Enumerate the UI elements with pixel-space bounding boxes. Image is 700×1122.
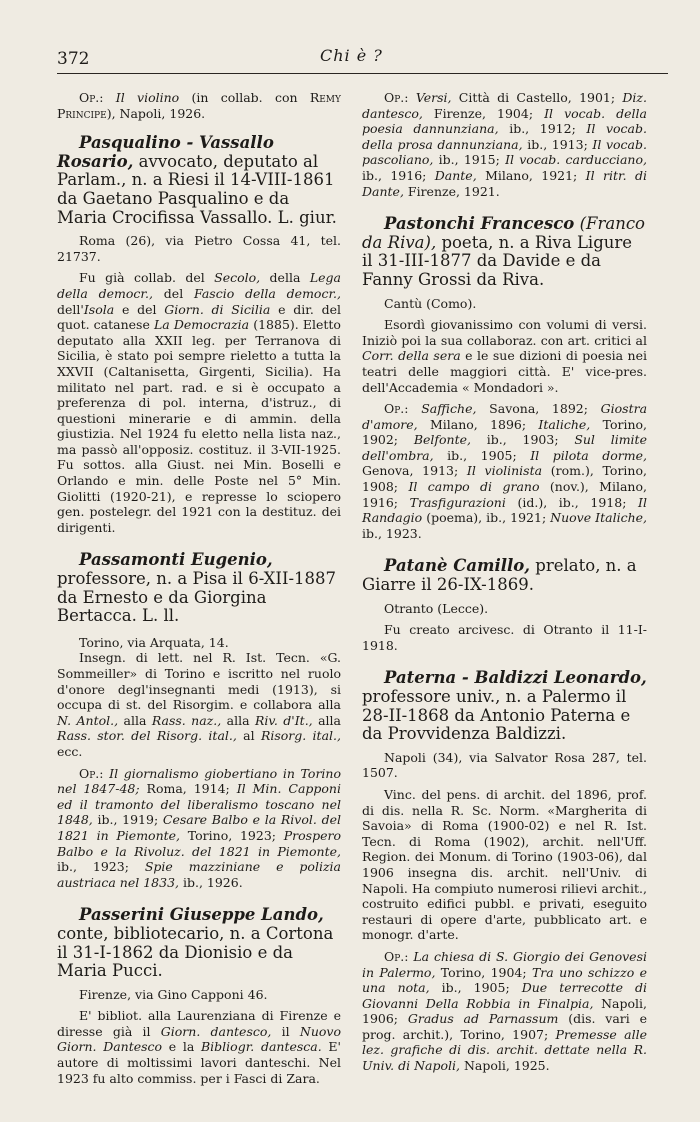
entry-works: Op.: Il giornalismo giobertiano in Torino nel 1847-48; Roma, 1914; Il Min. Capponi ed il tramonto del liberalismo toscano nel 1848, ib., 1919; Cesare Balbo e la Rivol. del 1821 in Piemonte, Torino, 1923; Prospero Balbo e la Rivoluz. del 1821 in Piemonte, ib., 1923; Spie mazziniane e polizia austriaca nel 1833, ib., 1926.	[57, 765, 341, 890]
op-list: Op.: Il violino (in collab. con Remy Principe), Napoli, 1926.	[57, 90, 341, 121]
entry-works: Op.: Saffiche, Savona, 1892; Giostra d'amore, Milano, 1896; Italiche, Torino, 1902; Belfonte, ib., 1903; Sul limite dell'ombra, ib., 1905; Il pilota dorme, Genova, 1913; Il violinista (rom.), Torino, 1908; Il campo di grano (nov.), Milano, 1916; Trasfigurazioni (id.), ib., 1918; Il Randagio (poema), ib., 1921; Nuove Italiche, ib., 1923.	[362, 401, 648, 541]
entry-pasqualino	[57, 134, 341, 535]
left-column	[57, 90, 341, 1086]
entry-bio: E' bibliot. alla Laurenziana di Firenze e diresse già il Giorn. dantesco, il Nuovo Giorn. Dantesco e la Bibliogr. dantesca. E' autore di moltissimi lavori danteschi. Nel 1923 fu alto commiss. per i Fasci di Zara.	[57, 1008, 341, 1086]
entry-pastonchi	[362, 215, 647, 541]
entry-intro: professore, n. a Pisa il 6-XII-1887 da Ernesto e da Giorgina Bertacca. L. ll.	[57, 569, 337, 626]
entry-passamonti	[57, 551, 341, 890]
right-column	[362, 90, 647, 1074]
page-header	[0, 0, 700, 80]
page-number: 372	[57, 49, 90, 69]
entry-heading	[362, 557, 647, 594]
entry-intro: conte, bibliotecario, n. a Cortona il 31-I-1862 da Dionisio e da Maria Pucci.	[57, 923, 334, 981]
entry-works: Op.: La chiesa di S. Giorgio dei Genovesi in Palermo, Torino, 1904; Tra uno schizzo e una nota, ib., 1905; Due terrecotte di Giovanni Della Robbia in Finalpia, Napoli, 1906; Gradus ad Parnassum (dis. vari e prog. archit.), Torino, 1907; Premesse alle lez. grafiche di dis. archit. dettate nella R. Univ. di Napoli, Napoli, 1925.	[362, 948, 648, 1074]
entry-alias: (Franco da Riva),	[362, 214, 645, 252]
entry-name: Paterna - Baldizzi Leonardo,	[384, 668, 647, 688]
entry-heading	[362, 669, 647, 743]
entry-intro: avvocato, deputato al Parlam., n. a Riesi il 14-VIII-1861 da Gaetano Pasqualino e da Maria Crocifissa Vassallo. L. giur.	[57, 151, 337, 227]
entry-name: Passerini Giuseppe Lando,	[79, 905, 324, 925]
running-title: Chi è ?	[320, 46, 383, 65]
entry-name: Passamonti Eugenio,	[79, 550, 273, 570]
entry-address: Roma (26), via Pietro Cossa 41, tel. 21737.	[57, 233, 341, 264]
entry-bio: Esordì giovanissimo con volumi di versi. Iniziò poi la sua collaboraz. con art. critici al Corr. della sera e le sue dizioni di poesia nei teatri delle maggiori città. E' vice-pres. dell'Accademia « Mondadori ».	[362, 317, 647, 395]
entry-passerini	[57, 906, 341, 1086]
entry-bio: Fu già collab. del Secolo, della Lega della democr., del Fascio della democr., dell'Isola e del Giorn. di Sicilia e dir. del quot. catanese La Democrazia (1885). Eletto deputato alla XXII leg. per Terranova di Sicilia, è stato poi sempre rieletto a tutta la XXVII (Caltanisetta, Girgenti, Sicilia). Ha militato nel part. rad. e si è occupato a preferenza di pol. interna, d'istruz., di questioni minerarie e di ammin. della giustizia. Nel 1924 fu eletto nella lista naz., ma passò all'opposiz. costituz. il 3-VII-1925. Fu sottos. alla Giust. nei Min. Boselli e Orlando e min. delle Poste nel 5° Min. Giolitti (1920-21), e represse lo sciopero gen. postelegr. del 1921 con la destituz. dei dirigenti.	[57, 270, 342, 535]
entry-address: Firenze, via Gino Capponi 46.	[79, 986, 268, 1002]
entry-address: Otranto (Lecce).	[384, 600, 489, 616]
entry-heading	[57, 134, 341, 227]
entry-heading	[362, 215, 647, 289]
entry-name: Pasqualino - Vassallo Rosario,	[57, 133, 274, 171]
entry-name: Patanè Camillo,	[384, 556, 531, 576]
entry-intro: professore univ., n. a Palermo il 28-II-1868 da Antonio Paterna e da Provvidenza Baldizzi.	[362, 687, 631, 744]
header-rule	[57, 73, 668, 74]
entry-address: Cantù (Como).	[384, 295, 477, 311]
op-list: Op.: Versi, Città di Castello, 1901; Diz. dantesco, Firenze, 1904; Il vocab. della poesia dannunziana, ib., 1912; Il vocab. della prosa dannunziana, ib., 1913; Il vocab. pascoliano, ib., 1915; Il vocab. carducciano, ib., 1916; Dante, Milano, 1921; Il ritr. di Dante, Firenze, 1921.	[362, 90, 647, 199]
entry-bio: Vinc. del pens. di archit. del 1896, prof. di dis. nella R. Sc. Norm. «Margherita di Savoia» di Roma (1900-02) e nel R. Ist. Tecn. di Roma (1902), archit. nell'Uff. Region. dei Monum. di Torino (1903-06), dal 1906 insegna dis. archit. nell'Univ. di Napoli. Ha compiuto numerosi rilievi archit., costruito edifici pubbl. e privati, eseguito restauri di opere d'arte, pubblicato art. e monogr. d'arte.	[362, 786, 647, 943]
entry-patane	[362, 557, 647, 653]
entry-intro: prelato, n. a Giarre il 26-IX-1869.	[362, 556, 637, 595]
entry-bio: Insegn. di lett. nel R. Ist. Tecn. «G. Sommeiller» di Torino e iscritto nel ruolo d'onore degl'insegnanti medi (1913), si occupa di st. del Risorgim. e collabora alla N. Antol., alla Rass. naz., alla Riv. d'It., alla Rass. stor. del Risorg. ital., al Risorg. ital., ecc.	[57, 650, 341, 759]
entry-heading	[57, 551, 341, 625]
entry-name: Pastonchi Francesco	[384, 214, 575, 234]
entry-intro: poeta, n. a Riva Ligure il 31-III-1877 da Davide e da Fanny Grossi da Riva.	[362, 232, 633, 289]
entry-address: Napoli (34), via Salvator Rosa 287, tel. 1507.	[362, 749, 647, 781]
entry-address: Torino, via Arquata, 14.	[79, 634, 229, 650]
entry-heading	[57, 906, 341, 980]
entry-paterna	[362, 669, 647, 1073]
entry-bio: Fu creato arcivesc. di Otranto il 11-I-1918.	[362, 622, 647, 653]
